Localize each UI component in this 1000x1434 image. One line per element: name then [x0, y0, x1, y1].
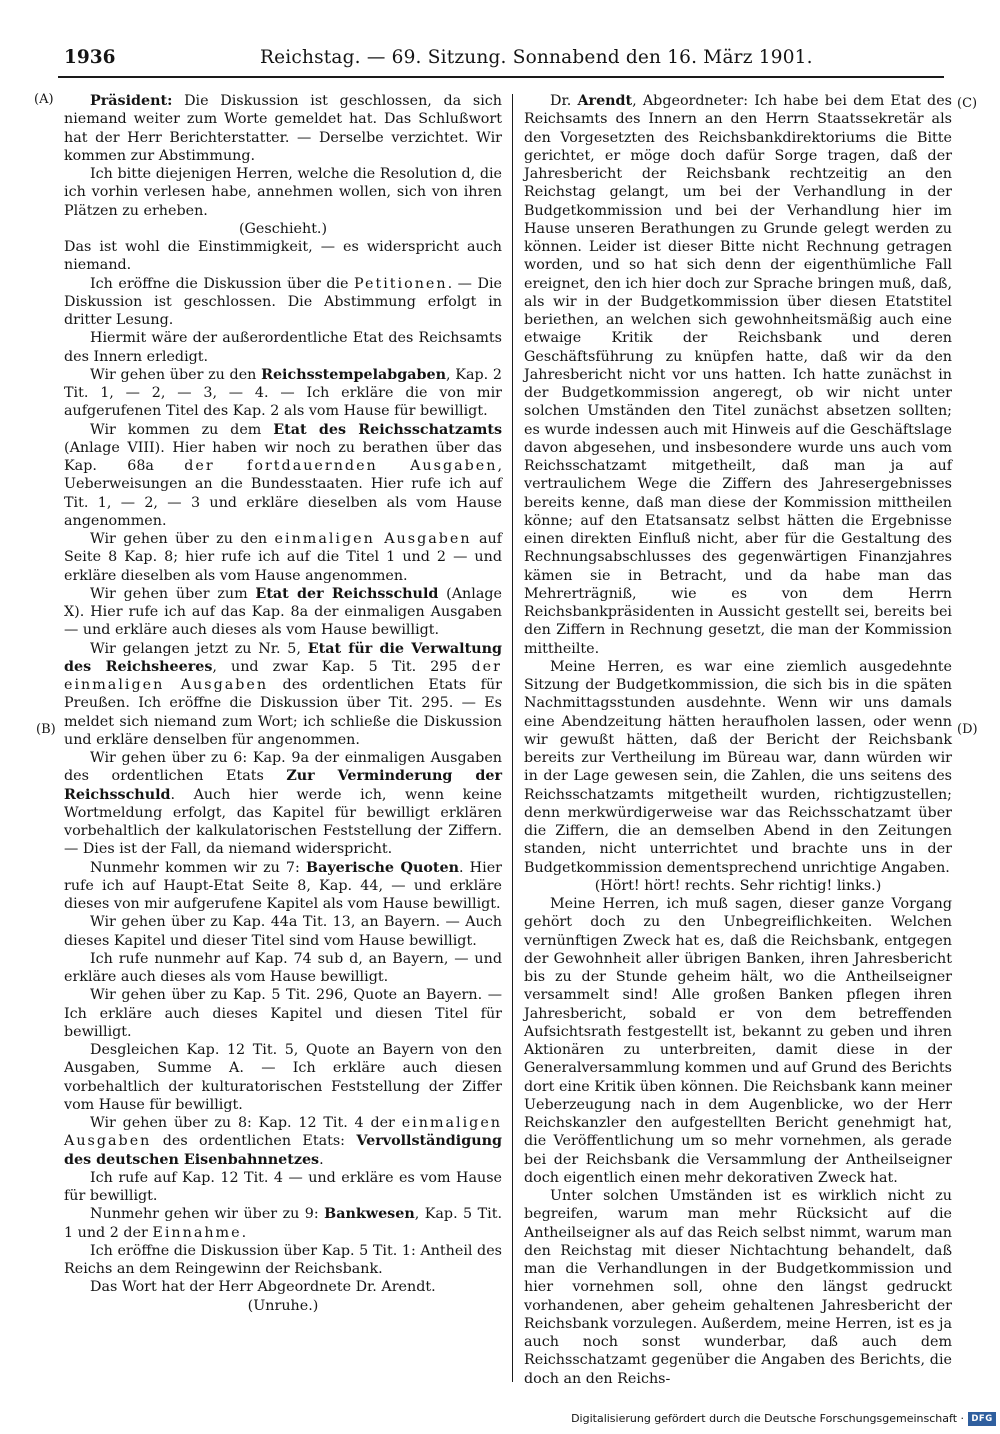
margin-marker-c: (C): [957, 96, 978, 111]
margin-marker-d: (D): [957, 722, 978, 737]
paragraph: Dr. Arendt, Abgeordneter: Ich habe bei dem Etat des Reichsamts des Innern an den Herrn Staatssekretär als den Vorgesetzten des Reichsbankdirektoriums die Bitte gerichtet, er möge doch dafür Sorge tragen, daß der Jahresbericht der Reichsbank rechtzeitig an den Reichstag gelangt, um bei der Verhandlung in der Budgetkommission und bei der Verhandlung hier im Hause unseren Berathungen zu Grunde gelegt werden zu können. Leider ist dieser Bitte nicht Rechnung getragen worden, und so hat sich denn der eigenthümliche Fall ereignet, den ich hier doch zur Sprache bringen muß, daß, als wir in der Budgetkommission über diesen Etatstitel beriethen, an welchen sich gewohnheitsmäßig auch eine etwaige Kritik der Reichsbank und deren Geschäftsführung zu knüpfen hatte, daß wir da den Jahresbericht nicht vor uns hatten. Ich hatte zunächst in der Budgetkommission angeregt, ob wir nicht unter solchen Umständen den Titel zunächst absetzen sollten; es wurde indessen auch mit Hinweis auf die Geschäftslage davon abgesehen, und insbesondere wurde uns auch vom Reichsschatzamt mitgetheilt, daß man ja auf vertraulichem Wege die Ziffern des Jahresergebnisses bereits kenne, daß man diese der Kommission mittheilen könne; auf den Etatsansatz selbst hätten die Ergebnisse einen direkten Einfluß nicht, aber für die Gestaltung des Rechnungsabschlusses des gegenwärtigen Finanzjahres kämen sie in Betracht, und da habe man das Mehrerträgniß, wie es von dem Herrn Reichsbankpräsidenten in Aussicht gestellt sei, bereits bei den Ziffern in Rechnung gesetzt, die man der Kommission mittheilte.: [524, 93, 952, 657]
dfg-logo: DFG: [968, 1412, 996, 1426]
paragraph: Ich bitte diejenigen Herren, welche die Resolution d, die ich vorhin verlesen habe, annehmen wollen, sich von ihren Plätzen zu erheben.: [64, 166, 502, 219]
stage-direction: (Unruhe.): [247, 1297, 319, 1314]
paragraph: Ich rufe nunmehr auf Kap. 74 sub d, an Bayern, — und erkläre auch dieses als vom Hause bewilligt.: [64, 950, 502, 985]
stage-direction: (Geschieht.): [238, 220, 328, 237]
paragraph: Wir gehen über zu 6: Kap. 9a der einmaligen Ausgaben des ordentlichen Etats Zur Verminderung der Reichsschuld. Auch hier werde ich, wenn keine Wortmeldung erfolgt, das Kapitel für bewilligt erklären vorbehaltlich der kalkulatorischen Feststellung der Ziffern. — Dies ist der Fall, da niemand widerspricht.: [64, 750, 502, 858]
paragraph: Meine Herren, ich muß sagen, dieser ganze Vorgang gehört doch zu den Unbegreiflichkeiten. Welchen vernünftigen Zweck hat es, daß die Reichsbank, entgegen der Gewohnheit aller übrigen Banken, ihren Jahresbericht bis zu der Stunde geheim hält, wo die Antheilseigner versammelt sind! Alle großen Banken pflegen ihren Jahresbericht, sobald er von dem betreffenden Aufsichtsrath festgestellt ist, bekannt zu geben und ihren Aktionären zu unterbreiten, damit diese in der Generalversammlung kommen und auf Grund des Berichts dort eine Kritik üben können. Die Reichsbank kann meiner Ueberzeugung nach in dem Augenblicke, wo der Herr Reichskanzler den aufgestellten Bericht genehmigt hat, die Veröffentlichung um so mehr vornehmen, als gerade bei der Reichsbank die Versammlung der Antheilseigner doch eigentlich einen mehr dekorativen Zweck hat.: [524, 896, 952, 1186]
right-column: [524, 92, 952, 1388]
margin-marker-a: (A): [34, 92, 54, 107]
paragraph: Desgleichen Kap. 12 Tit. 5, Quote an Bayern von den Ausgaben, Summe A. — Ich erkläre auch diesen vorbehaltlich der kulturatorischen Feststellung der Ziffer vom Hause für bewilligt.: [64, 1042, 502, 1113]
paragraph: Ich eröffne die Diskussion über die Petitionen. — Die Diskussion ist geschlossen. Die Abstimmung erfolgt in dritter Lesung.: [64, 275, 502, 328]
paragraph: Hiermit wäre der außerordentliche Etat des Reichsamts des Innern erledigt.: [64, 330, 502, 365]
paragraph: Wir gehen über zu Kap. 5 Tit. 296, Quote an Bayern. — Ich erkläre auch dieses Kapitel und diesen Titel für bewilligt.: [64, 987, 502, 1040]
paragraph: Wir kommen zu dem Etat des Reichsschatzamts (Anlage VIII). Hier haben wir noch zu berathen über das Kap. 68a der fortdauernden Ausgaben, Ueberweisungen an die Bundesstaaten. Hier rufe ich auf Tit. 1, — 2, — 3 und erkläre dieselben als vom Hause angenommen.: [64, 421, 503, 529]
column-divider: [512, 94, 513, 1382]
speaker-name: Präsident:: [90, 93, 173, 109]
paragraph: Wir gehen über zu den Reichsstempelabgaben, Kap. 2 Tit. 1, — 2, — 3, — 4. — Ich erkläre die von mir aufgerufenen Titel des Kap. 2 als vom Hause für bewilligt.: [64, 366, 502, 420]
paragraph: Ich rufe auf Kap. 12 Tit. 4 — und erkläre es vom Hause für bewilligt.: [64, 1169, 502, 1204]
credit-text: Digitalisierung gefördert durch die Deutsche Forschungsgemeinschaft ·: [571, 1412, 964, 1425]
paragraph: Nunmehr gehen wir über zu 9: Bankwesen, Kap. 5 Tit. 1 und 2 der Einnahme.: [64, 1206, 503, 1241]
left-column: [64, 92, 502, 1315]
paragraph: Das ist wohl die Einstimmigkeit, — es widerspricht auch niemand.: [64, 239, 502, 274]
paragraph: Das Wort hat der Herr Abgeordnete Dr. Arendt.: [90, 1279, 436, 1296]
paragraph: Wir gehen über zu 8: Kap. 12 Tit. 4 der einmaligen Ausgaben des ordentlichen Etats: Vervollständigung des deutschen Eisenbahnnetzes.: [64, 1115, 502, 1168]
page-header: [58, 44, 938, 72]
running-title: Reichstag. — 69. Sitzung. Sonnabend den 16. März 1901.: [260, 47, 813, 68]
margin-marker-b: (B): [36, 722, 56, 737]
paragraph: Wir gehen über zu Kap. 44a Tit. 13, an Bayern. — Auch dieses Kapitel und dieser Titel sind vom Hause bewilligt.: [64, 914, 502, 949]
paragraph: Nunmehr kommen wir zu 7: Bayerische Quoten. Hier rufe ich auf Haupt-Etat Seite 8, Kap. 44, — und erkläre dieses von mir aufgerufene Kapitel als vom Hause bewilligt.: [64, 859, 502, 912]
digitization-credit: [540, 1409, 996, 1429]
paragraph: Wir gehen über zum Etat der Reichsschuld (Anlage X). Hier rufe ich auf das Kap. 8a der einmaligen Ausgaben — und erkläre auch dieses als vom Hause bewilligt.: [64, 585, 502, 639]
paragraph: Unter solchen Umständen ist es wirklich nicht zu begreifen, warum man mehr Rücksicht auf die Antheilseigner als auf das Reich selbst nimmt, warum man den Reichstag mit dieser Nichtachtung behandelt, daß man die Verhandlungen in der Budgetkommission und hier vornehmen soll, ohne den längst gedruckt vorhandenen, aber geheim gehaltenen Jahresbericht der Reichsbank vorzulegen. Außerdem, meine Herren, ist es ja auch noch sonst wunderbar, daß auch dem Reichsschatzamt gegenüber die Angaben des Berichts, die doch an den Reichs-: [524, 1188, 952, 1387]
paragraph: Meine Herren, es war eine ziemlich ausgedehnte Sitzung der Budgetkommission, die sich bis in die späten Nachmittagsstunden ausdehnte. Wenn wir uns damals eine Abendzeitung hätten heraufholen lassen, oder wenn wir gewußt hätten, daß der Bericht der Reichsbank bereits zur Vertheilung im Büreau war, dann würden wir in der Lage gewesen sein, die Zahlen, die uns seitens des Reichsschatzamts mitgetheilt wurden, richtigzustellen; denn merkwürdigerweise war das Reichsschatzamt über die Ziffern, die an demselben Abend in den Zeitungen standen, nicht unterrichtet und brachte uns in der Budgetkommission dementsprechend unrichtige Angaben.: [524, 658, 952, 876]
page-number: 1936: [64, 47, 116, 68]
paragraph: Ich eröffne die Diskussion über Kap. 5 Tit. 1: Antheil des Reichs an dem Reingewinn der Reichsbank.: [64, 1242, 502, 1277]
paragraph: Präsident: Die Diskussion ist geschlossen, da sich niemand weiter zum Worte gemeldet hat. Das Schlußwort hat der Herr Berichterstatter. — Derselbe verzichtet. Wir kommen zur Abstimmung.: [64, 93, 502, 164]
stage-direction: (Hört! hört! rechts. Sehr richtig! links.): [594, 877, 882, 894]
speaker-name: Arendt: [577, 93, 633, 109]
paragraph: Wir gelangen jetzt zu Nr. 5, Etat für die Verwaltung des Reichsheeres, und zwar Kap. 5 Tit. 295 der einmaligen Ausgaben des ordentlichen Etats für Preußen. Ich eröffne die Diskussion über Tit. 295. — Es meldet sich niemand zum Wort; ich schließe die Diskussion und erkläre denselben für angenommen.: [64, 640, 502, 748]
paragraph: Wir gehen über zu den einmaligen Ausgaben auf Seite 8 Kap. 8; hier rufe ich auf die Titel 1 und 2 — und erkläre dieselben als vom Hause angenommen.: [64, 531, 502, 584]
header-rule: [58, 76, 944, 78]
